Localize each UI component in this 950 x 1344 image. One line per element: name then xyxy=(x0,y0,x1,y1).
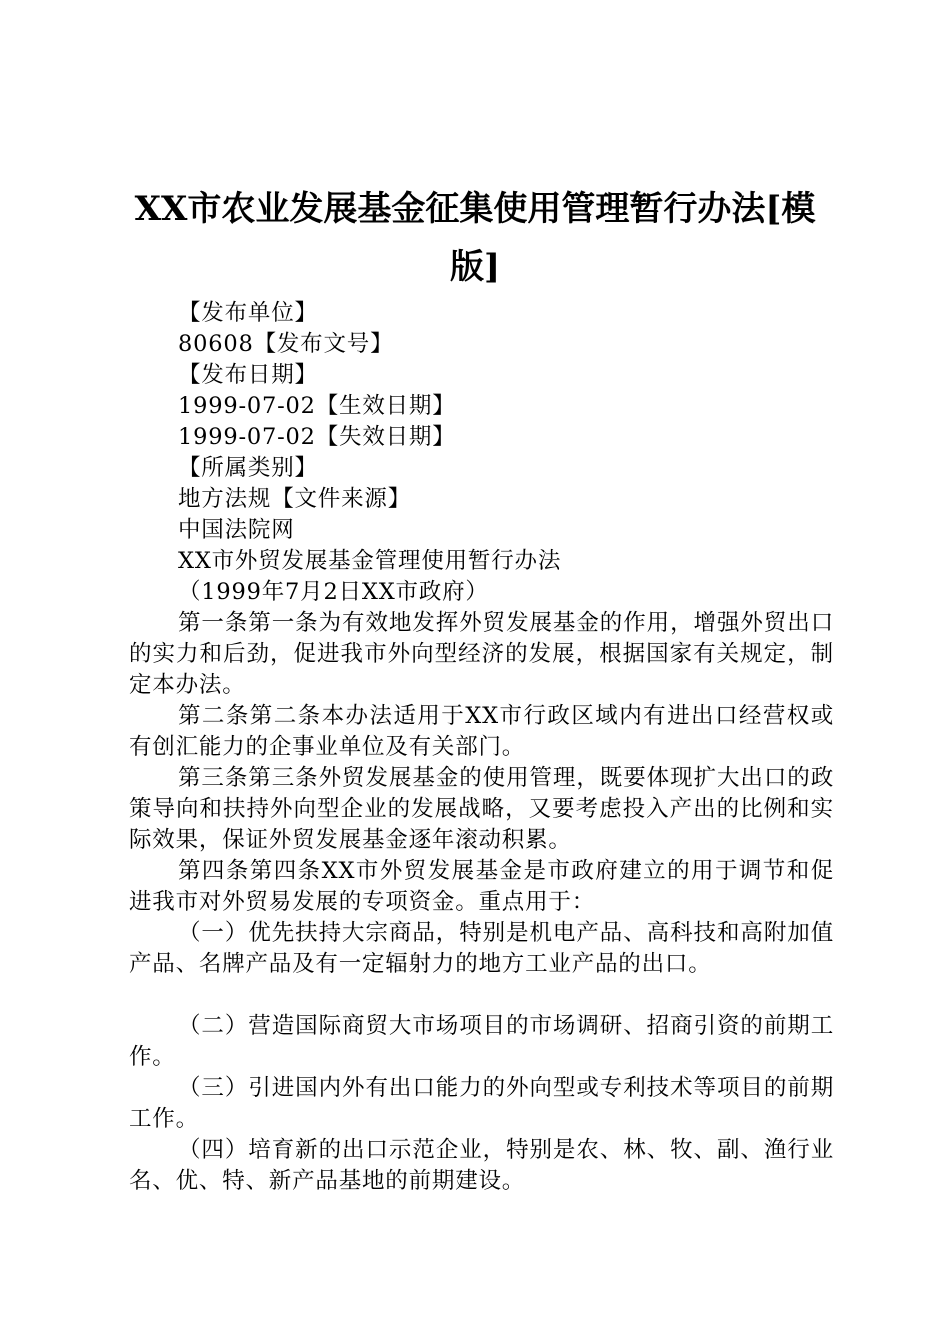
subtitle-date: （1999年7月2日XX市政府） xyxy=(178,579,489,605)
item-1: （一）优先扶持大宗商品，特别是机电产品、高科技和高附加值产品、名牌产品及有一定辐射力的地方工业产品的出口。 xyxy=(129,920,834,977)
item-4: （四）培育新的出口示范企业，特别是农、林、牧、副、渔行业名、优、特、新产品基地的前期建设。 xyxy=(129,1137,834,1194)
item-2: （二）营造国际商贸大市场项目的市场调研、招商引资的前期工作。 xyxy=(129,1013,834,1070)
blank-line xyxy=(129,980,834,1011)
meta-issue-date: 【发布日期】 xyxy=(178,362,318,388)
meta-source-name: 中国法院网 xyxy=(178,517,295,543)
article-1: 第一条第一条为有效地发挥外贸发展基金的作用，增强外贸出口的实力和后劲，促进我市外向型经济的发展，根据国家有关规定，制定本办法。 xyxy=(129,610,834,698)
subtitle: XX市外贸发展基金管理使用暂行办法 xyxy=(178,548,562,574)
meta-expiry-date: 1999-07-02【失效日期】 xyxy=(178,424,456,450)
article-2: 第二条第二条本办法适用于XX市行政区域内有进出口经营权或有创汇能力的企事业单位及有关部门。 xyxy=(129,703,834,760)
article-4: 第四条第四条XX市外贸发展基金是市政府建立的用于调节和促进我市对外贸易发展的专项资金。重点用于： xyxy=(129,858,834,915)
meta-effective-date: 1999-07-02【生效日期】 xyxy=(178,393,456,419)
item-3: （三）引进国内外有出口能力的外向型或专利技术等项目的前期工作。 xyxy=(129,1075,834,1132)
document-title: XX市农业发展基金征集使用管理暂行办法[模版] xyxy=(134,189,816,287)
article-3: 第三条第三条外贸发展基金的使用管理，既要体现扩大出口的政策导向和扶持外向型企业的发展战略，又要考虑投入产出的比例和实际效果，保证外贸发展基金逐年滚动积累。 xyxy=(129,765,834,853)
meta-doc-number: 80608【发布文号】 xyxy=(178,331,394,357)
meta-issuer: 【发布单位】 xyxy=(178,300,318,326)
meta-category: 【所属类别】 xyxy=(178,455,318,481)
meta-type-source: 地方法规【文件来源】 xyxy=(178,486,412,512)
document-body xyxy=(129,298,834,1197)
